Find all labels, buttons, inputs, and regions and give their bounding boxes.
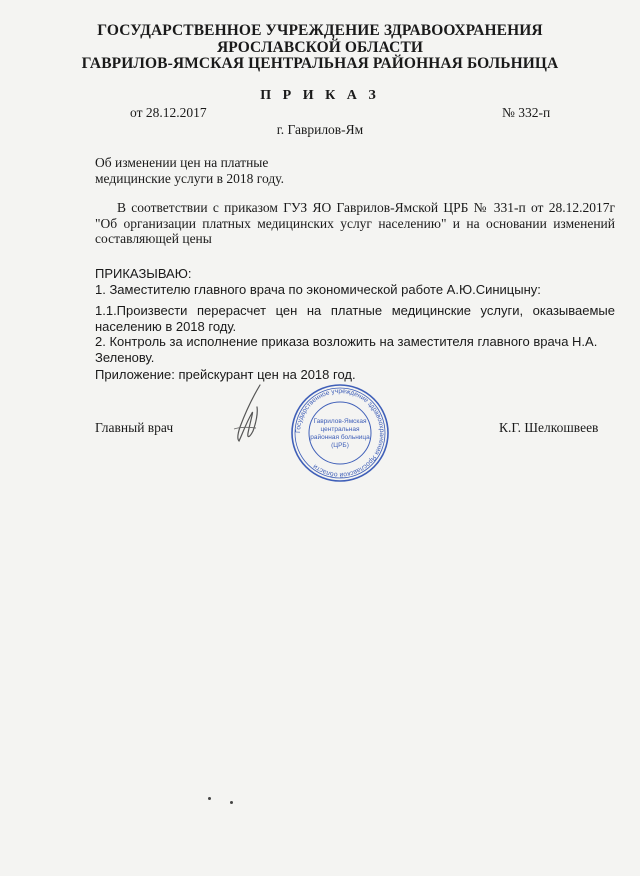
stamp-center-line-2: центральная	[320, 426, 360, 433]
signer-name: К.Г. Шелкошвеев	[499, 420, 599, 435]
signer-position: Главный врач	[95, 420, 174, 435]
order-word: ПРИКАЗЫВАЮ:	[95, 266, 192, 281]
handwritten-signature	[226, 383, 276, 445]
scan-speck	[208, 797, 211, 800]
order-item-1-1: 1.1.Произвести перерасчет цен на платные медицинские услуги, оказываемые населению в 2018 году.	[95, 303, 615, 334]
preamble-text: В соответствии с приказом ГУЗ ЯО Гаврилов-Ямской ЦРБ № 331-п от 28.12.2017г "Об организации платных медицинских услуг населению" и на основании изменений составляющей цены	[95, 200, 615, 246]
order-number: № 332-п	[502, 105, 551, 120]
header-line-3: ГАВРИЛОВ-ЯМСКАЯ ЦЕНТРАЛЬНАЯ РАЙОННАЯ БОЛЬНИЦА	[81, 55, 559, 72]
scan-speck	[230, 801, 233, 804]
official-stamp	[290, 383, 390, 483]
order-date: от 28.12.2017	[130, 105, 207, 120]
stamp-center-line-1: Гаврилов-Ямская	[313, 418, 367, 425]
order-place: г. Гаврилов-Ям	[276, 122, 364, 137]
order-item-2: 2. Контроль за исполнение приказа возложить на заместителя главного врача Н.А. Зеленову.	[95, 334, 598, 365]
header-line-2: ЯРОСЛАВСКОЙ ОБЛАСТИ	[216, 39, 424, 56]
subject-line-1: Об изменении цен на платные	[95, 155, 269, 170]
order-item-1: 1. Заместителю главного врача по экономической работе А.Ю.Синицыну:	[95, 282, 541, 297]
stamp-outer-text: Государственное учреждение здравоохранения Ярославской области	[294, 387, 386, 479]
stamp-center-line-4: (ЦРБ)	[331, 442, 349, 449]
header-line-1: ГОСУДАРСТВЕННОЕ УЧРЕЖДЕНИЕ ЗДРАВООХРАНЕНИЯ	[97, 22, 543, 39]
appendix-line: Приложение: прейскурант цен на 2018 год.	[95, 367, 356, 382]
order-title: П Р И К А З	[260, 88, 380, 103]
stamp-center-line-3: районная больница	[310, 434, 370, 441]
subject-line-2: медицинские услуги в 2018 году.	[95, 171, 284, 186]
